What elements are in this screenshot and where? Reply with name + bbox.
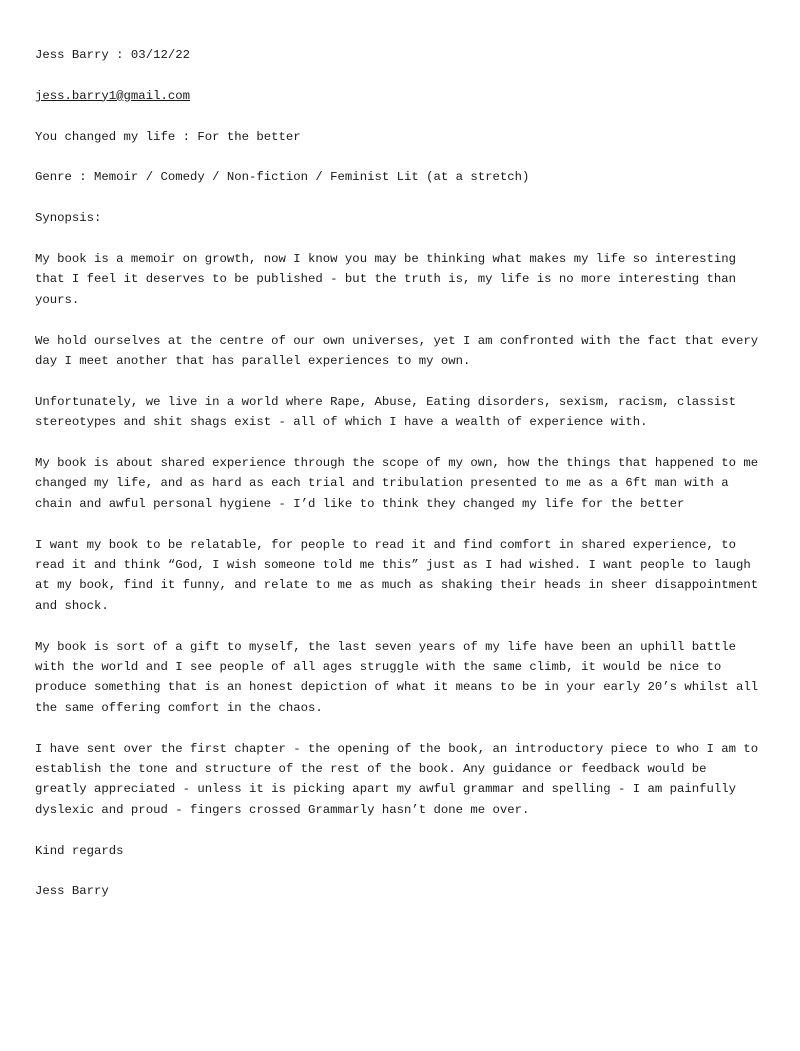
- signature: Jess Barry: [35, 884, 109, 899]
- email-line: [35, 86, 763, 106]
- genre-line: Genre : Memoir / Comedy / Non-fiction / Feminist Lit (at a stretch): [35, 170, 530, 185]
- synopsis-paragraph-4: My book is about shared experience through the scope of my own, how the things that happened to me changed my life, and as hard as each trial and tribulation presented to me as a 6ft man with a chain and awful personal hygiene - I’d like to think they changed my life for the better: [35, 456, 759, 511]
- email-link[interactable]: jess.barry1@gmail.com: [35, 88, 190, 103]
- author-date-line: Jess Barry : 03/12/22: [35, 48, 190, 62]
- sign-off: Kind regards: [35, 843, 124, 858]
- synopsis-paragraph-3: Unfortunately, we live in a world where Rape, Abuse, Eating disorders, sexism, racism, classist stereotypes and shit shags exist - all of which I have a wealth of experience with.: [35, 394, 737, 430]
- synopsis-paragraph-5: I want my book to be relatable, for people to read it and find comfort in shared experience, to read it and think “God, I wish someone told me this” just as I had wished. I want people to laugh at my book, find it funny, and relate to me as much as shaking their heads in sheer disappointment and shock.: [35, 537, 759, 613]
- synopsis-paragraph-2: We hold ourselves at the centre of our own universes, yet I am confronted with the fact that every day I meet another that has parallel experiences to my own.: [35, 333, 759, 368]
- synopsis-paragraph-1: My book is a memoir on growth, now I know you may be thinking what makes my life so interesting that I feel it deserves to be published - but the truth is, my life is no more interesting than yours.: [35, 251, 737, 307]
- synopsis-label: Synopsis:: [35, 211, 102, 226]
- synopsis-paragraph-7: I have sent over the first chapter - the opening of the book, an introductory piece to who I am to establish the tone and structure of the rest of the book. Any guidance or feedback would be greatly appreciated - unless it is picking apart my awful grammar and spelling - I am painfully dyslexic and proud - fingers crossed Grammarly hasn’t done me over.: [35, 741, 759, 817]
- synopsis-paragraph-6: My book is sort of a gift to myself, the last seven years of my life have been an uphill battle with the world and I see people of all ages struggle with the same climb, it would be nice to produce something that is an honest depiction of what it means to be in your early 20’s whilst all the same offering comfort in the chaos.: [35, 639, 759, 715]
- letter-page: [35, 45, 763, 922]
- title-line: You changed my life : For the better: [35, 129, 301, 144]
